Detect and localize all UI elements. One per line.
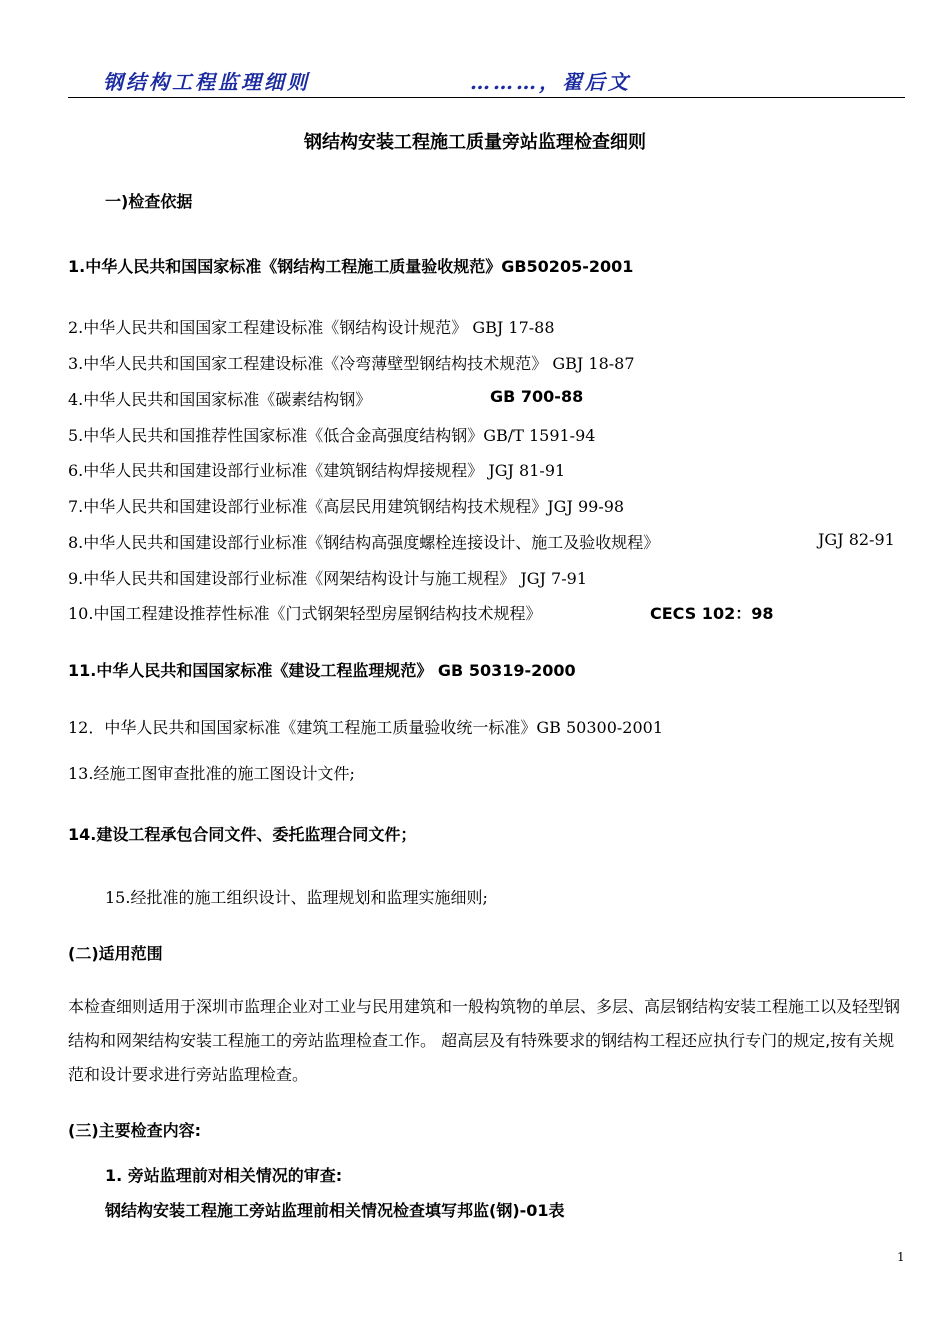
basis-item-15: 15.经批准的施工组织设计、监理规划和监理实施细则; (105, 888, 488, 907)
section3-heading: (三)主要检查内容: (68, 1121, 202, 1140)
basis-item-8-code: JGJ 82-91 (818, 530, 895, 549)
basis-item-1: 1.中华人民共和国国家标准《钢结构工程施工质量验收规范》GB50205-2001 (68, 257, 634, 276)
basis-item-13: 13.经施工图审查批准的施工图设计文件; (68, 764, 355, 783)
basis-item-14: 14.建设工程承包合同文件、委托监理合同文件； (68, 825, 417, 844)
section3-item-1: 1. 旁站监理前对相关情况的审查: (105, 1166, 343, 1185)
basis-item-10-code: CECS 102：98 (650, 604, 774, 623)
basis-item-9: 9.中华人民共和国建设部行业标准《网架结构设计与施工规程》 JGJ 7-91 (68, 569, 587, 588)
basis-item-5: 5.中华人民共和国推荐性国家标准《低合金高强度结构钢》GB/T 1591-94 (68, 426, 596, 445)
section2-body: 本检查细则适用于深圳市监理企业对工业与民用建筑和一般构筑物的单层、多层、高层钢结构安装工程施工以及轻型钢结构和网架结构安装工程施工的旁站监理检查工作。 超高层及有特殊要求的钢结构工程还应执行专门的规定,按有关规范和设计要求进行旁站监理检查。 (68, 997, 901, 1084)
basis-item-8: 8.中华人民共和国建设部行业标准《钢结构高强度螺栓连接设计、施工及验收规程》 (68, 533, 660, 552)
basis-item-11: 11.中华人民共和国国家标准《建设工程监理规范》 GB 50319-2000 (68, 661, 576, 680)
header-rule (68, 97, 905, 98)
header-left-title: 钢结构工程监理细则 (103, 70, 310, 94)
section3-item-1-sub: 钢结构安装工程施工旁站监理前相关情况检查填写邦监(钢)-01表 (105, 1201, 565, 1220)
section2-heading: (二)适用范围 (68, 944, 163, 963)
header-right-author: ………，翟后文 (470, 70, 631, 94)
basis-item-4-code: GB 700-88 (490, 387, 584, 406)
basis-item-3: 3.中华人民共和国国家工程建设标准《冷弯薄壁型钢结构技术规范》 GBJ 18-87 (68, 354, 635, 373)
basis-item-7: 7.中华人民共和国建设部行业标准《高层民用建筑钢结构技术规程》JGJ 99-98 (68, 497, 625, 516)
section1-heading: 一)检查依据 (105, 192, 193, 211)
basis-item-2: 2.中华人民共和国国家工程建设标准《钢结构设计规范》 GBJ 17-88 (68, 318, 555, 337)
document-title: 钢结构安装工程施工质量旁站监理检查细则 (304, 132, 646, 153)
page-number: 1 (897, 1250, 905, 1264)
basis-item-6: 6.中华人民共和国建设部行业标准《建筑钢结构焊接规程》 JGJ 81-91 (68, 461, 566, 480)
basis-item-4: 4.中华人民共和国国家标准《碳素结构钢》 (68, 390, 372, 409)
basis-item-10: 10.中国工程建设推荐性标准《门式钢架轻型房屋钢结构技术规程》 (68, 604, 542, 623)
basis-item-12: 12．中华人民共和国国家标准《建筑工程施工质量验收统一标准》GB 50300-2001 (68, 718, 664, 737)
